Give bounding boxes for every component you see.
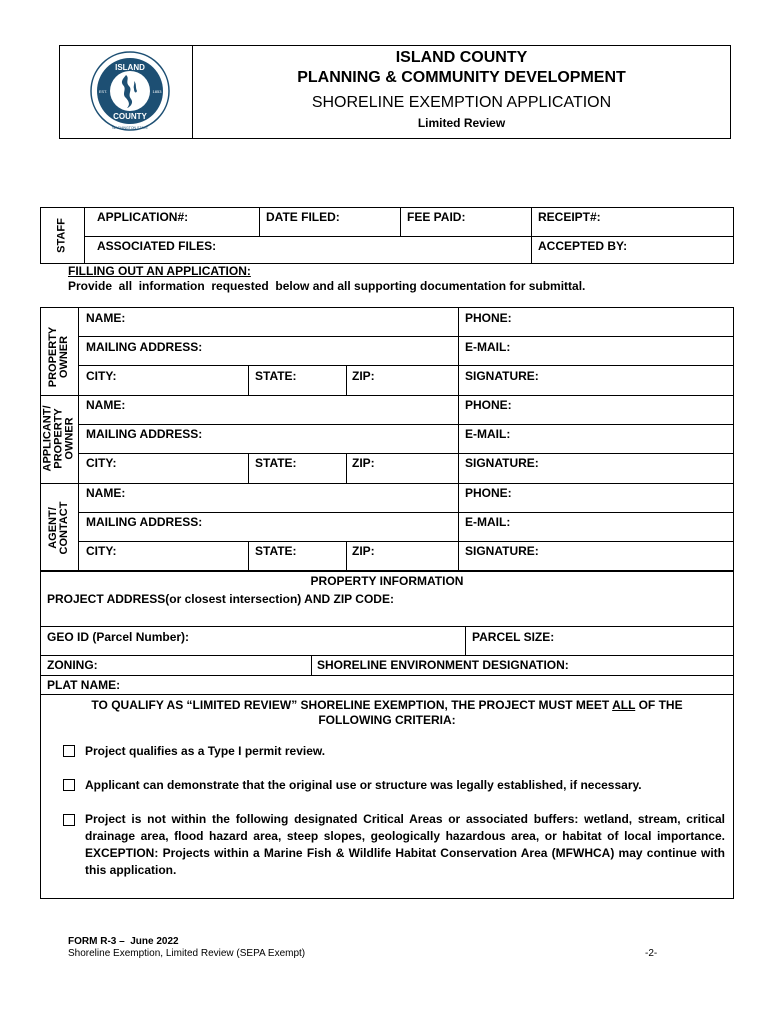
staff-col-divider: [531, 207, 532, 264]
applicant-signature-field[interactable]: SIGNATURE:: [465, 456, 539, 470]
staff-col-divider: [400, 207, 401, 236]
owner-mailing-address-field[interactable]: MAILING ADDRESS:: [86, 340, 203, 354]
footer-page-number: -2-: [645, 948, 658, 959]
side-label-line: AGENT/: [47, 507, 59, 549]
criterion-1-checkbox[interactable]: [63, 745, 75, 757]
row-divider: [78, 336, 734, 337]
agent-signature-field[interactable]: SIGNATURE:: [465, 544, 539, 558]
applicant-mailing-address-field[interactable]: MAILING ADDRESS:: [86, 427, 203, 441]
agent-side-label: [48, 478, 70, 578]
col-divider: [346, 453, 347, 483]
criteria-heading: [40, 698, 734, 728]
seal-rim-text: WASHINGTON STATE: [112, 126, 148, 130]
header-title-form: SHORELINE EXEMPTION APPLICATION: [311, 94, 612, 111]
owner-zip-field[interactable]: ZIP:: [352, 369, 375, 383]
criterion-3-text: Project is not within the following designated Critical Areas or associated buffers: wetland, stream, critical drainage area, flood hazard area, steep slopes, geologically hazardous area, or habitat of local importance. EXCEPTION: Projects within a Marine Fish & Wildlife Habitat Conservation Area (MFWHCA) may continue with this application.: [85, 812, 725, 877]
applicant-zip-field[interactable]: ZIP:: [352, 456, 375, 470]
seal-bottom-text: COUNTY: [113, 112, 147, 121]
seal-top-text: ISLAND: [115, 63, 145, 72]
applicant-city-field[interactable]: CITY:: [86, 456, 117, 470]
owner-phone-field[interactable]: PHONE:: [465, 311, 512, 325]
application-number-field[interactable]: APPLICATION#:: [97, 210, 189, 224]
row-divider: [40, 675, 734, 676]
applicant-side-label: [43, 389, 76, 489]
island-county-seal: [90, 51, 170, 131]
contacts-right-divider: [458, 307, 459, 571]
row-divider: [40, 694, 734, 695]
criteria-heading-text: TO QUALIFY AS “LIMITED REVIEW” SHORELINE EXEMPTION, THE PROJECT MUST MEET: [91, 698, 613, 712]
zoning-field[interactable]: ZONING:: [47, 658, 98, 672]
receipt-number-field[interactable]: RECEIPT#:: [538, 210, 601, 224]
agent-email-field[interactable]: E-MAIL:: [465, 515, 511, 529]
seal-est-year: 1853: [152, 89, 162, 94]
col-divider: [248, 365, 249, 395]
footer-form-id: FORM R-3 – June 2022: [68, 936, 179, 947]
side-label-line: CONTACT: [58, 501, 70, 555]
row-divider: [78, 512, 734, 513]
fee-paid-field[interactable]: FEE PAID:: [407, 210, 466, 224]
instructions-text: Provide all information requested below and all supporting documentation for submittal.: [68, 279, 586, 293]
staff-side-label: STAFF: [55, 218, 68, 253]
criterion-3-checkbox[interactable]: [63, 814, 75, 826]
applicant-name-field[interactable]: NAME:: [86, 398, 126, 412]
side-label-line: OWNER: [58, 335, 70, 379]
date-filed-field[interactable]: DATE FILED:: [266, 210, 340, 224]
staff-row-divider: [84, 236, 734, 237]
criterion-2-text: Applicant can demonstrate that the original use or structure was legally established, if necessary.: [85, 778, 642, 792]
section-divider: [40, 483, 734, 484]
side-label-line: OWNER: [63, 417, 76, 460]
criteria-heading-line2: FOLLOWING CRITERIA:: [318, 713, 456, 727]
side-label-line: PROPERTY: [47, 326, 59, 388]
agent-state-field[interactable]: STATE:: [255, 544, 297, 558]
col-divider: [311, 655, 312, 675]
criterion-1-text: Project qualifies as a Type I permit review.: [85, 744, 326, 758]
row-divider: [78, 453, 734, 454]
criteria-heading-text: OF THE: [635, 698, 683, 712]
agent-phone-field[interactable]: PHONE:: [465, 486, 512, 500]
applicant-email-field[interactable]: E-MAIL:: [465, 427, 511, 441]
owner-name-field[interactable]: NAME:: [86, 311, 126, 325]
header-title-county: ISLAND COUNTY: [395, 49, 528, 66]
property-info-heading: PROPERTY INFORMATION: [310, 574, 464, 588]
section-divider: [40, 395, 734, 396]
row-divider: [40, 626, 734, 627]
row-divider: [40, 655, 734, 656]
col-divider: [248, 453, 249, 483]
owner-state-field[interactable]: STATE:: [255, 369, 297, 383]
agent-zip-field[interactable]: ZIP:: [352, 544, 375, 558]
col-divider: [346, 541, 347, 571]
applicant-phone-field[interactable]: PHONE:: [465, 398, 512, 412]
side-label-line: PROPERTY: [52, 408, 65, 469]
criteria-heading-emphasis: ALL: [612, 698, 636, 712]
owner-city-field[interactable]: CITY:: [86, 369, 117, 383]
owner-email-field[interactable]: E-MAIL:: [465, 340, 511, 354]
applicant-state-field[interactable]: STATE:: [255, 456, 297, 470]
col-divider: [346, 365, 347, 395]
col-divider: [248, 541, 249, 571]
criteria-heading-line1: [40, 698, 734, 713]
agent-name-field[interactable]: NAME:: [86, 486, 126, 500]
header-title-review: Limited Review: [417, 116, 506, 130]
staff-col-divider: [259, 207, 260, 236]
row-divider: [78, 541, 734, 542]
agent-city-field[interactable]: CITY:: [86, 544, 117, 558]
plat-name-field[interactable]: PLAT NAME:: [47, 678, 121, 692]
row-divider: [78, 365, 734, 366]
footer-subtitle: Shoreline Exemption, Limited Review (SEPA Exempt): [68, 948, 306, 959]
side-label-line: APPLICANT/: [41, 405, 54, 472]
criterion-2-checkbox[interactable]: [63, 779, 75, 791]
accepted-by-field[interactable]: ACCEPTED BY:: [538, 239, 628, 253]
parcel-size-field[interactable]: PARCEL SIZE:: [472, 630, 555, 644]
shoreline-environment-field[interactable]: SHORELINE ENVIRONMENT DESIGNATION:: [317, 658, 569, 672]
associated-files-field[interactable]: ASSOCIATED FILES:: [97, 239, 217, 253]
header-title-department: PLANNING & COMMUNITY DEVELOPMENT: [297, 69, 626, 86]
row-divider: [78, 424, 734, 425]
contacts-side-divider: [78, 307, 79, 571]
owner-signature-field[interactable]: SIGNATURE:: [465, 369, 539, 383]
geo-id-field[interactable]: GEO ID (Parcel Number):: [47, 630, 190, 644]
col-divider: [465, 626, 466, 655]
seal-est-label: EST.: [98, 89, 108, 94]
agent-mailing-address-field[interactable]: MAILING ADDRESS:: [86, 515, 203, 529]
instructions-heading: FILLING OUT AN APPLICATION:: [68, 264, 251, 278]
project-address-field[interactable]: PROJECT ADDRESS(or closest intersection) AND ZIP CODE:: [47, 592, 394, 606]
